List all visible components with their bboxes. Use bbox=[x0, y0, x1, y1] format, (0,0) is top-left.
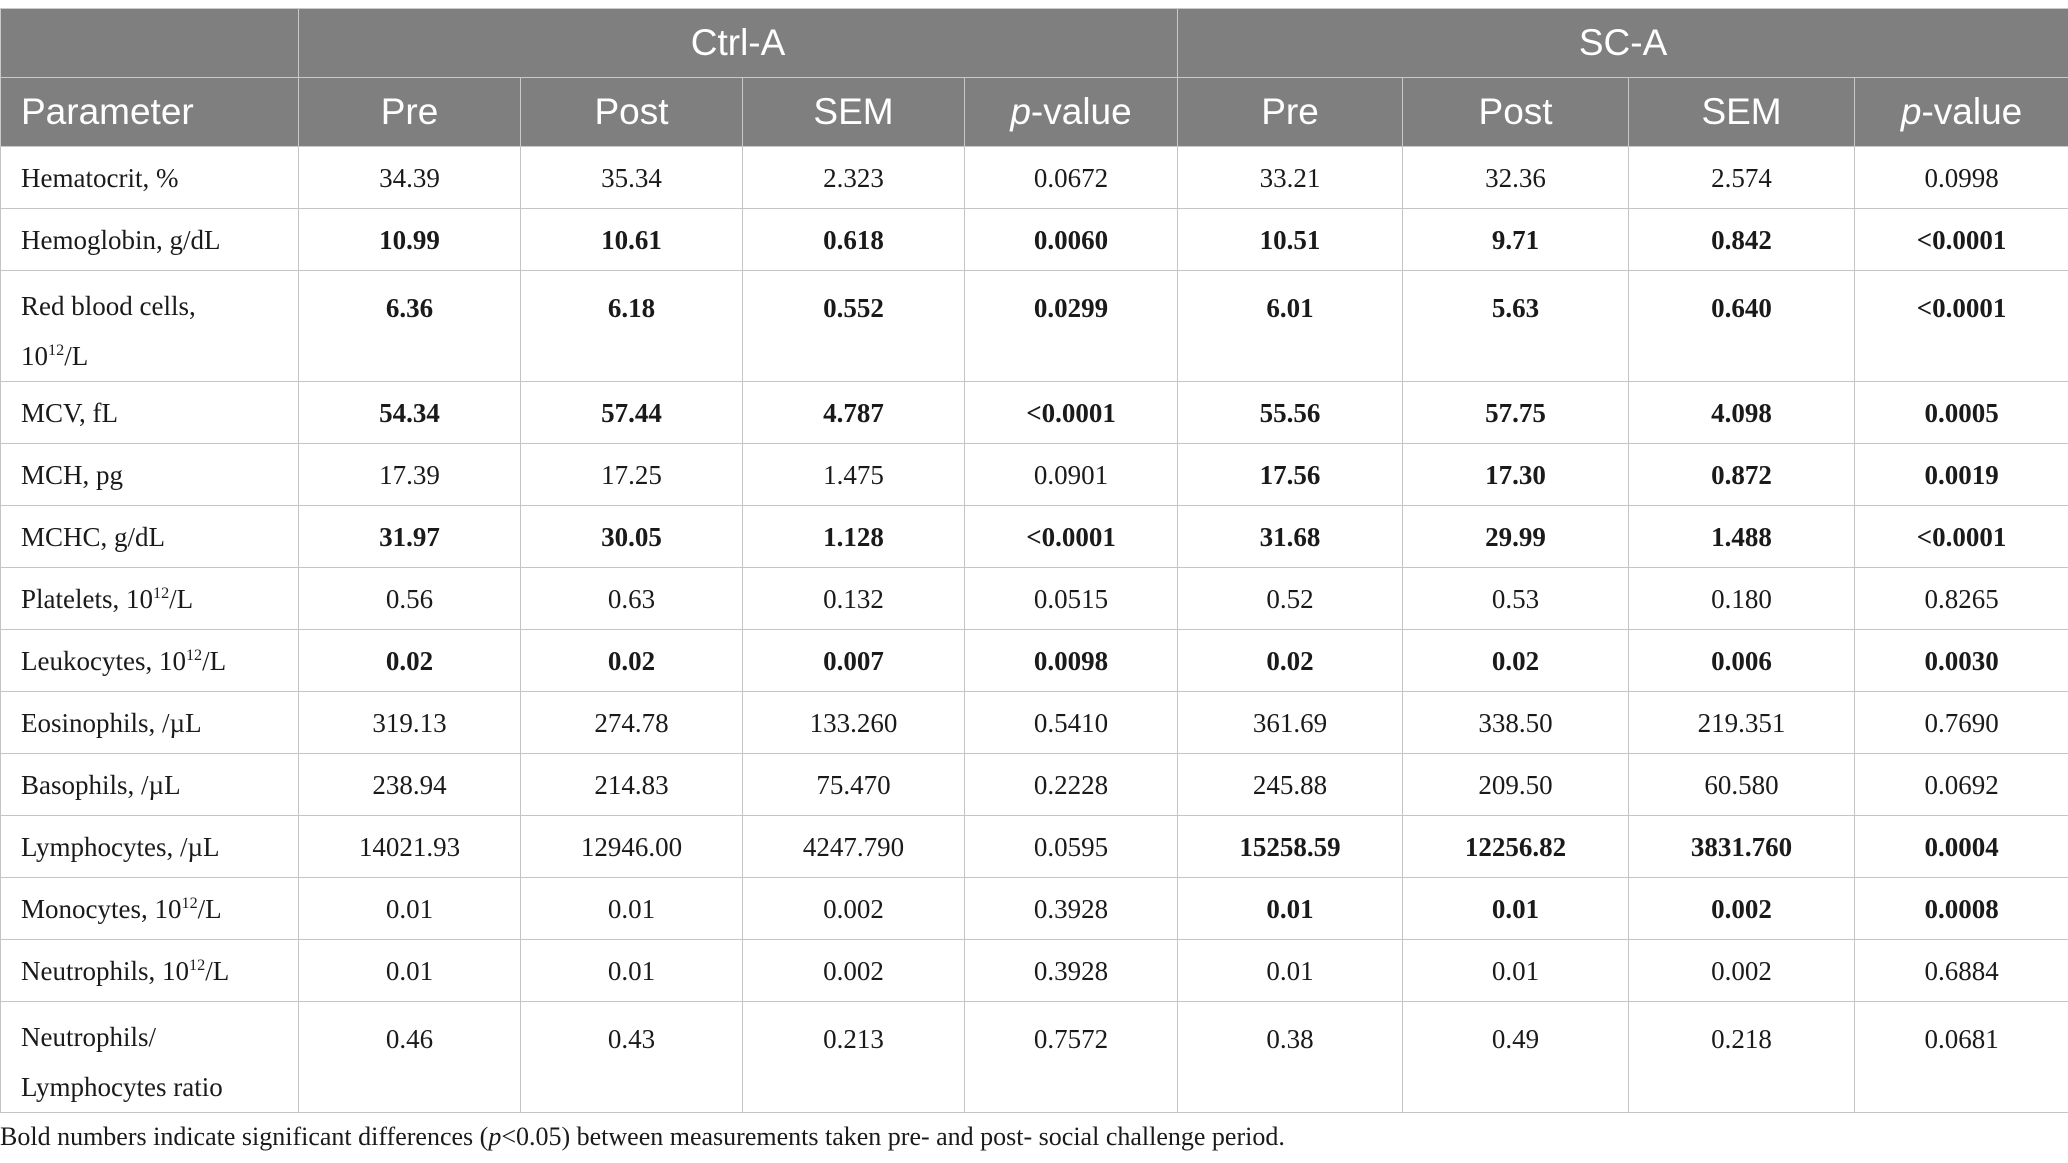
ctrl-pre-cell: 54.34 bbox=[299, 382, 521, 444]
ctrl-post-cell: 30.05 bbox=[521, 506, 743, 568]
sc-p-value-cell: 0.0005 bbox=[1855, 382, 2068, 444]
ctrl-post-cell: 214.83 bbox=[521, 754, 743, 816]
ctrl-pre-cell: 6.36 bbox=[299, 271, 521, 382]
sc-p-value-cell: 0.8265 bbox=[1855, 568, 2068, 630]
exponent-superscript: 12 bbox=[189, 956, 206, 974]
sc-p-value-cell: 0.0004 bbox=[1855, 816, 2068, 878]
ctrl-pre-cell: 31.97 bbox=[299, 506, 521, 568]
parameter-label: Hemoglobin, g/dL bbox=[21, 225, 221, 255]
ctrl-p-value-header bbox=[965, 78, 1178, 147]
ctrl-sem-cell: 0.132 bbox=[743, 568, 965, 630]
ctrl-sem-cell: 0.213 bbox=[743, 1002, 965, 1113]
sc-sem-cell: 0.842 bbox=[1629, 209, 1855, 271]
table-row bbox=[1, 878, 2068, 940]
ctrl-sem-cell: 75.470 bbox=[743, 754, 965, 816]
ctrl-p-value-cell: 0.0672 bbox=[965, 147, 1178, 209]
parameter-cell bbox=[1, 878, 299, 940]
ctrl-p-value-cell: 0.0060 bbox=[965, 209, 1178, 271]
ctrl-p-value-cell: 0.0901 bbox=[965, 444, 1178, 506]
table-row bbox=[1, 382, 2068, 444]
ctrl-post-cell: 0.43 bbox=[521, 1002, 743, 1113]
parameter-cell bbox=[1, 382, 299, 444]
sc-post-cell: 0.49 bbox=[1403, 1002, 1629, 1113]
parameter-unit: /L bbox=[205, 956, 230, 986]
sc-sem-cell: 3831.760 bbox=[1629, 816, 1855, 878]
ctrl-sem-cell: 4247.790 bbox=[743, 816, 965, 878]
sc-p-value-cell: 0.7690 bbox=[1855, 692, 2068, 754]
ctrl-p-value-cell: <0.0001 bbox=[965, 506, 1178, 568]
sc-pre-cell: 33.21 bbox=[1178, 147, 1403, 209]
sc-p-value-cell: 0.0692 bbox=[1855, 754, 2068, 816]
ctrl-p-value-cell: <0.0001 bbox=[965, 382, 1178, 444]
sc-post-cell: 209.50 bbox=[1403, 754, 1629, 816]
table-row bbox=[1, 692, 2068, 754]
sc-sem-cell: 4.098 bbox=[1629, 382, 1855, 444]
sc-p-value-cell: 0.0019 bbox=[1855, 444, 2068, 506]
sc-p-value-cell: 0.0030 bbox=[1855, 630, 2068, 692]
sc-p-value-cell: 0.0008 bbox=[1855, 878, 2068, 940]
sc-pre-cell: 31.68 bbox=[1178, 506, 1403, 568]
ctrl-p-value-cell: 0.3928 bbox=[965, 878, 1178, 940]
sc-sem-cell: 2.574 bbox=[1629, 147, 1855, 209]
ctrl-post-cell: 0.63 bbox=[521, 568, 743, 630]
sc-p-value-cell: <0.0001 bbox=[1855, 271, 2068, 382]
parameter-cell bbox=[1, 568, 299, 630]
sc-pre-cell: 245.88 bbox=[1178, 754, 1403, 816]
parameter-label: Basophils, /µL bbox=[21, 770, 181, 800]
sc-p-value-cell: <0.0001 bbox=[1855, 506, 2068, 568]
sc-sem-cell: 0.180 bbox=[1629, 568, 1855, 630]
p-rest: -value bbox=[1030, 91, 1132, 132]
ctrl-post-cell: 12946.00 bbox=[521, 816, 743, 878]
exponent-superscript: 12 bbox=[48, 341, 65, 359]
sc-post-cell: 32.36 bbox=[1403, 147, 1629, 209]
ctrl-sem-cell: 0.007 bbox=[743, 630, 965, 692]
exponent-superscript: 12 bbox=[185, 646, 203, 664]
ctrl-p-value-cell: 0.7572 bbox=[965, 1002, 1178, 1113]
parameter-label: Platelets, 10 bbox=[21, 584, 153, 614]
sc-post-cell: 9.71 bbox=[1403, 209, 1629, 271]
ctrl-pre-cell: 0.46 bbox=[299, 1002, 521, 1113]
sc-sem-cell: 60.580 bbox=[1629, 754, 1855, 816]
parameter-unit: /L bbox=[202, 646, 227, 676]
ctrl-sem-cell: 133.260 bbox=[743, 692, 965, 754]
sc-pre-cell: 15258.59 bbox=[1178, 816, 1403, 878]
parameter-label: Leukocytes, 10 bbox=[21, 646, 186, 676]
parameter-unit: /L bbox=[197, 894, 222, 924]
ctrl-pre-cell: 34.39 bbox=[299, 147, 521, 209]
ctrl-p-value-cell: 0.0098 bbox=[965, 630, 1178, 692]
ctrl-post-cell: 35.34 bbox=[521, 147, 743, 209]
sc-pre-cell: 0.01 bbox=[1178, 940, 1403, 1002]
table-row bbox=[1, 209, 2068, 271]
sc-post-cell: 0.01 bbox=[1403, 878, 1629, 940]
sc-pre-cell: 6.01 bbox=[1178, 271, 1403, 382]
sc-pre-cell: 10.51 bbox=[1178, 209, 1403, 271]
p-italic: p bbox=[1900, 91, 1922, 132]
ctrl-pre-cell: 0.02 bbox=[299, 630, 521, 692]
ctrl-sem-cell: 0.002 bbox=[743, 940, 965, 1002]
table-body bbox=[1, 147, 2068, 1113]
sc-post-cell: 0.01 bbox=[1403, 940, 1629, 1002]
sc-sem-cell: 0.218 bbox=[1629, 1002, 1855, 1113]
table-row bbox=[1, 506, 2068, 568]
parameter-label-line2: 10 bbox=[21, 341, 48, 371]
parameter-cell bbox=[1, 506, 299, 568]
ctrl-p-value-cell: 0.0299 bbox=[965, 271, 1178, 382]
hematology-table bbox=[0, 8, 2068, 1113]
ctrl-post-cell: 0.01 bbox=[521, 878, 743, 940]
sc-sem-cell: 219.351 bbox=[1629, 692, 1855, 754]
ctrl-sem-cell: 0.618 bbox=[743, 209, 965, 271]
parameter-label: MCH, pg bbox=[21, 460, 124, 490]
ctrl-post-cell: 0.01 bbox=[521, 940, 743, 1002]
ctrl-sem-header: SEM bbox=[743, 78, 965, 147]
sc-post-header: Post bbox=[1403, 78, 1629, 147]
sc-pre-cell: 0.38 bbox=[1178, 1002, 1403, 1113]
sc-post-cell: 17.30 bbox=[1403, 444, 1629, 506]
parameter-cell bbox=[1, 692, 299, 754]
ctrl-sem-cell: 1.475 bbox=[743, 444, 965, 506]
sc-p-value-header bbox=[1855, 78, 2068, 147]
table-row bbox=[1, 147, 2068, 209]
ctrl-post-cell: 274.78 bbox=[521, 692, 743, 754]
sc-pre-cell: 0.02 bbox=[1178, 630, 1403, 692]
ctrl-pre-cell: 10.99 bbox=[299, 209, 521, 271]
sc-pre-cell: 0.52 bbox=[1178, 568, 1403, 630]
parameter-unit: /L bbox=[64, 341, 89, 371]
parameter-label: Hematocrit, % bbox=[21, 163, 179, 193]
parameter-cell bbox=[1, 271, 299, 382]
sc-p-value-cell: 0.6884 bbox=[1855, 940, 2068, 1002]
p-rest: -value bbox=[1921, 91, 2023, 132]
parameter-header: Parameter bbox=[1, 78, 299, 147]
parameter-cell bbox=[1, 630, 299, 692]
group-header-ctrl-a: Ctrl-A bbox=[299, 9, 1178, 78]
footnote-p-italic: p bbox=[488, 1122, 502, 1151]
sc-sem-cell: 1.488 bbox=[1629, 506, 1855, 568]
parameter-unit: /L bbox=[169, 584, 194, 614]
ctrl-p-value-cell: 0.0595 bbox=[965, 816, 1178, 878]
sc-sem-cell: 0.002 bbox=[1629, 940, 1855, 1002]
table-row bbox=[1, 444, 2068, 506]
sc-post-cell: 5.63 bbox=[1403, 271, 1629, 382]
parameter-cell bbox=[1, 940, 299, 1002]
ctrl-pre-cell: 14021.93 bbox=[299, 816, 521, 878]
column-header-row bbox=[1, 78, 2068, 147]
ctrl-pre-cell: 0.01 bbox=[299, 878, 521, 940]
footnote-text-before: Bold numbers indicate significant differences ( bbox=[0, 1122, 489, 1151]
parameter-cell bbox=[1, 816, 299, 878]
sc-post-cell: 338.50 bbox=[1403, 692, 1629, 754]
ctrl-sem-cell: 4.787 bbox=[743, 382, 965, 444]
parameter-label: Neutrophils/ bbox=[21, 1022, 156, 1052]
table-row bbox=[1, 816, 2068, 878]
ctrl-sem-cell: 0.552 bbox=[743, 271, 965, 382]
group-header-row bbox=[1, 9, 2068, 78]
ctrl-pre-cell: 0.01 bbox=[299, 940, 521, 1002]
ctrl-post-cell: 0.02 bbox=[521, 630, 743, 692]
parameter-label: MCHC, g/dL bbox=[21, 522, 166, 552]
parameter-label: Monocytes, 10 bbox=[21, 894, 182, 924]
sc-sem-cell: 0.002 bbox=[1629, 878, 1855, 940]
parameter-label: Eosinophils, /µL bbox=[21, 708, 202, 738]
sc-post-cell: 29.99 bbox=[1403, 506, 1629, 568]
sc-post-cell: 0.53 bbox=[1403, 568, 1629, 630]
ctrl-post-header: Post bbox=[521, 78, 743, 147]
exponent-superscript: 12 bbox=[152, 584, 170, 602]
table-row bbox=[1, 630, 2068, 692]
footnote-text-after: <0.05) between measurements taken pre- and post- social challenge period. bbox=[501, 1122, 1285, 1151]
sc-sem-cell: 0.872 bbox=[1629, 444, 1855, 506]
sc-pre-cell: 361.69 bbox=[1178, 692, 1403, 754]
exponent-superscript: 12 bbox=[181, 894, 198, 912]
sc-post-cell: 12256.82 bbox=[1403, 816, 1629, 878]
parameter-cell bbox=[1, 1002, 299, 1113]
ctrl-pre-header: Pre bbox=[299, 78, 521, 147]
parameter-label: Neutrophils, 10 bbox=[21, 956, 189, 986]
sc-sem-header: SEM bbox=[1629, 78, 1855, 147]
ctrl-post-cell: 57.44 bbox=[521, 382, 743, 444]
ctrl-pre-cell: 238.94 bbox=[299, 754, 521, 816]
ctrl-pre-cell: 17.39 bbox=[299, 444, 521, 506]
parameter-cell bbox=[1, 444, 299, 506]
table-row bbox=[1, 754, 2068, 816]
sc-p-value-cell: 0.0998 bbox=[1855, 147, 2068, 209]
ctrl-sem-cell: 1.128 bbox=[743, 506, 965, 568]
ctrl-p-value-cell: 0.0515 bbox=[965, 568, 1178, 630]
table-row bbox=[1, 568, 2068, 630]
table-footnote bbox=[0, 1122, 1285, 1152]
ctrl-post-cell: 17.25 bbox=[521, 444, 743, 506]
sc-sem-cell: 0.640 bbox=[1629, 271, 1855, 382]
parameter-label: Red blood cells, bbox=[21, 291, 196, 321]
sc-pre-header: Pre bbox=[1178, 78, 1403, 147]
sc-post-cell: 0.02 bbox=[1403, 630, 1629, 692]
parameter-label: Lymphocytes, /µL bbox=[21, 832, 220, 862]
parameter-cell bbox=[1, 754, 299, 816]
empty-corner-cell bbox=[1, 9, 299, 78]
ctrl-p-value-cell: 0.3928 bbox=[965, 940, 1178, 1002]
ctrl-post-cell: 6.18 bbox=[521, 271, 743, 382]
table-row bbox=[1, 271, 2068, 382]
sc-post-cell: 57.75 bbox=[1403, 382, 1629, 444]
ctrl-p-value-cell: 0.2228 bbox=[965, 754, 1178, 816]
sc-p-value-cell: 0.0681 bbox=[1855, 1002, 2068, 1113]
table-row bbox=[1, 940, 2068, 1002]
p-italic: p bbox=[1010, 91, 1031, 132]
parameter-cell bbox=[1, 147, 299, 209]
ctrl-sem-cell: 2.323 bbox=[743, 147, 965, 209]
ctrl-post-cell: 10.61 bbox=[521, 209, 743, 271]
sc-pre-cell: 0.01 bbox=[1178, 878, 1403, 940]
parameter-cell bbox=[1, 209, 299, 271]
parameter-label: MCV, fL bbox=[21, 398, 119, 428]
sc-pre-cell: 17.56 bbox=[1178, 444, 1403, 506]
table-row bbox=[1, 1002, 2068, 1113]
ctrl-pre-cell: 319.13 bbox=[299, 692, 521, 754]
ctrl-pre-cell: 0.56 bbox=[299, 568, 521, 630]
parameter-label-line2: Lymphocytes ratio bbox=[21, 1072, 223, 1102]
sc-pre-cell: 55.56 bbox=[1178, 382, 1403, 444]
ctrl-p-value-cell: 0.5410 bbox=[965, 692, 1178, 754]
group-header-sc-a: SC-A bbox=[1178, 9, 2068, 78]
sc-p-value-cell: <0.0001 bbox=[1855, 209, 2068, 271]
ctrl-sem-cell: 0.002 bbox=[743, 878, 965, 940]
sc-sem-cell: 0.006 bbox=[1629, 630, 1855, 692]
